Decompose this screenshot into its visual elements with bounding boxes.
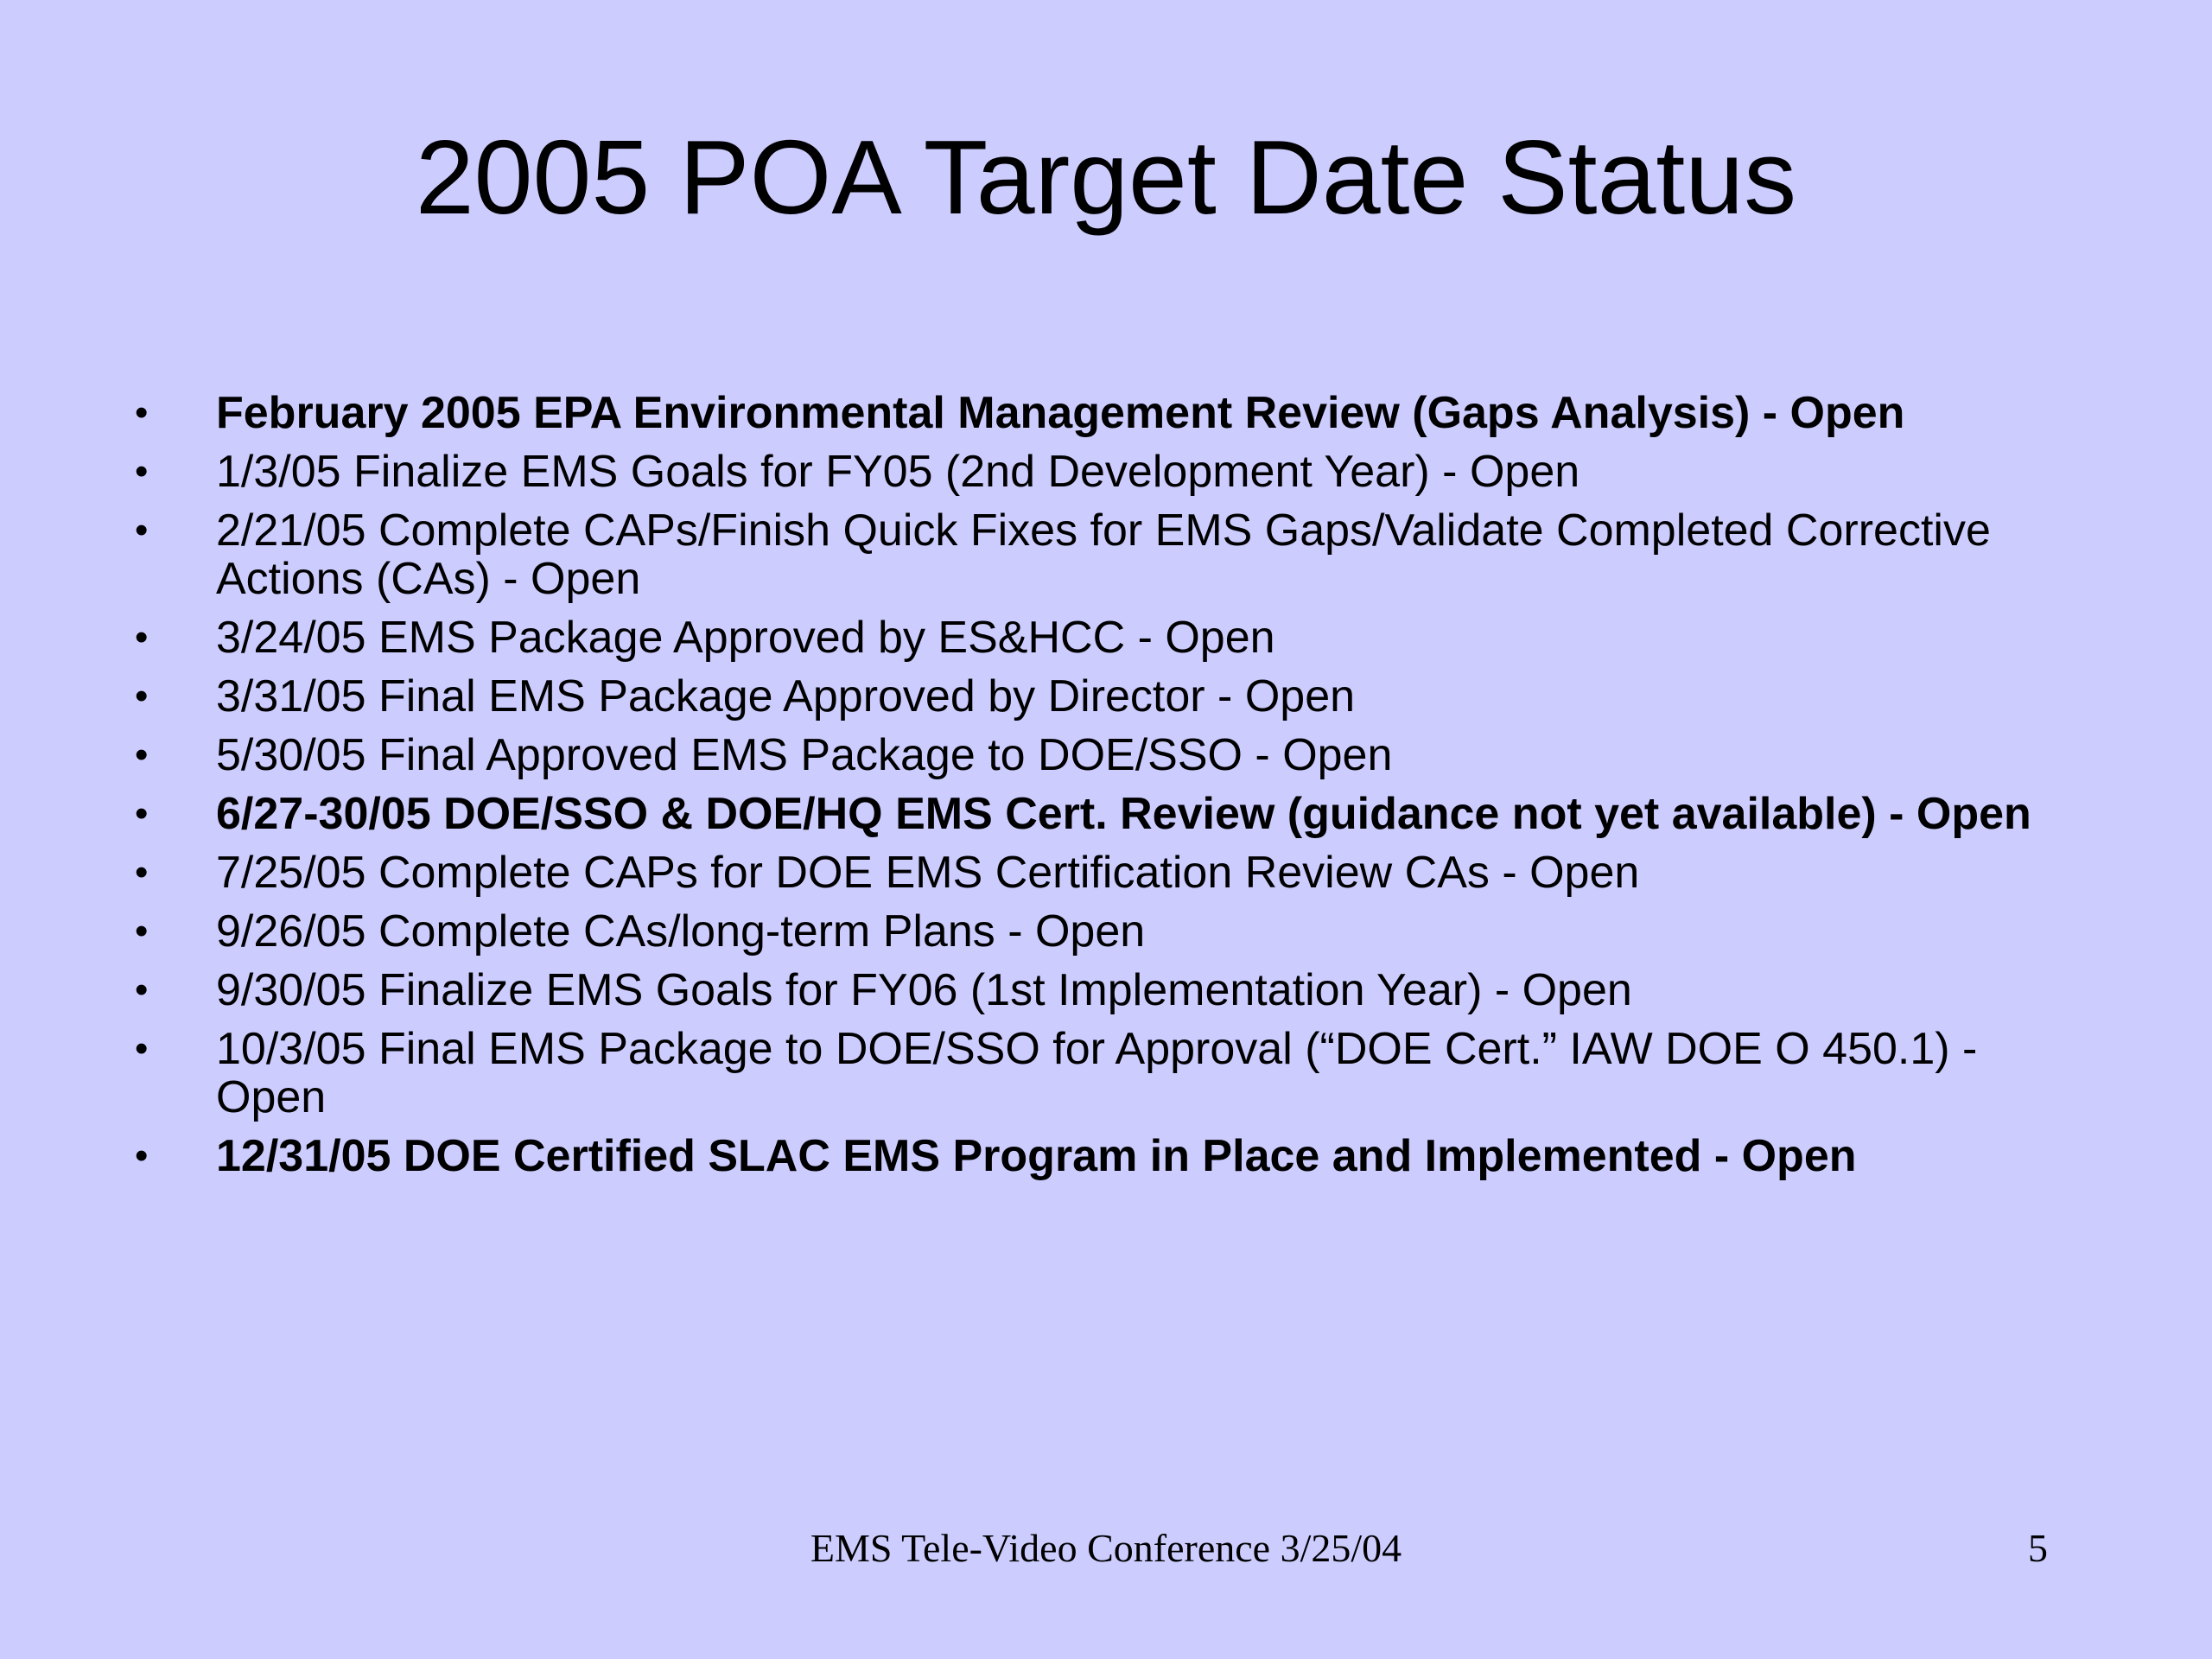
- page-number: 5: [2028, 1526, 2048, 1570]
- bullet-icon: •: [135, 792, 149, 835]
- bullet-icon: •: [135, 851, 149, 893]
- list-item-text: 3/31/05 Final EMS Package Approved by Director - Open: [216, 671, 1356, 721]
- bullet-icon: •: [135, 969, 149, 1011]
- list-item: [130, 448, 2082, 496]
- list-item-text: 6/27-30/05 DOE/SSO & DOE/HQ EMS Cert. Review (guidance not yet available) - Open: [216, 789, 2031, 839]
- bullet-list: [130, 389, 2082, 1191]
- bullet-icon: •: [135, 616, 149, 658]
- list-item: [130, 790, 2082, 838]
- list-item: [130, 849, 2082, 897]
- list-item-text: 12/31/05 DOE Certified SLAC EMS Program in Place and Implemented - Open: [216, 1131, 1857, 1181]
- list-item: [130, 1132, 2082, 1180]
- list-item: [130, 966, 2082, 1014]
- list-item-text: 2/21/05 Complete CAPs/Finish Quick Fixes for EMS Gaps/Validate Completed Corrective Actions (CAs) - Open: [216, 505, 1991, 604]
- bullet-icon: •: [135, 1027, 149, 1070]
- slide-title: 2005 POA Target Date Status: [415, 118, 1797, 236]
- list-item-text: 9/26/05 Complete CAs/long-term Plans - Open: [216, 906, 1146, 957]
- bullet-icon: •: [135, 734, 149, 776]
- bullet-icon: •: [135, 509, 149, 551]
- list-item: [130, 613, 2082, 662]
- list-item-text: 10/3/05 Final EMS Package to DOE/SSO for Approval (“DOE Cert.” IAW DOE O 450.1) - Open: [216, 1024, 1978, 1122]
- list-item-text: February 2005 EPA Environmental Management Review (Gaps Analysis) - Open: [216, 388, 1905, 438]
- list-item-text: 7/25/05 Complete CAPs for DOE EMS Certification Review CAs - Open: [216, 848, 1640, 898]
- list-item: [130, 907, 2082, 956]
- bullet-icon: •: [135, 1135, 149, 1177]
- list-item: [130, 1025, 2082, 1122]
- bullet-icon: •: [135, 391, 149, 434]
- list-item-text: 1/3/05 Finalize EMS Goals for FY05 (2nd Development Year) - Open: [216, 447, 1580, 497]
- bullet-icon: •: [135, 910, 149, 952]
- list-item-text: 3/24/05 EMS Package Approved by ES&HCC - Open: [216, 613, 1275, 663]
- bullet-icon: •: [135, 450, 149, 493]
- slide-footer: EMS Tele-Video Conference 3/25/04: [810, 1526, 1402, 1570]
- list-item: [130, 506, 2082, 603]
- list-item-text: 5/30/05 Final Approved EMS Package to DOE/SSO - Open: [216, 730, 1393, 780]
- list-item: [130, 731, 2082, 779]
- list-item-text: 9/30/05 Finalize EMS Goals for FY06 (1st Implementation Year) - Open: [216, 965, 1632, 1015]
- bullet-icon: •: [135, 675, 149, 717]
- list-item: [130, 389, 2082, 437]
- list-item: [130, 672, 2082, 721]
